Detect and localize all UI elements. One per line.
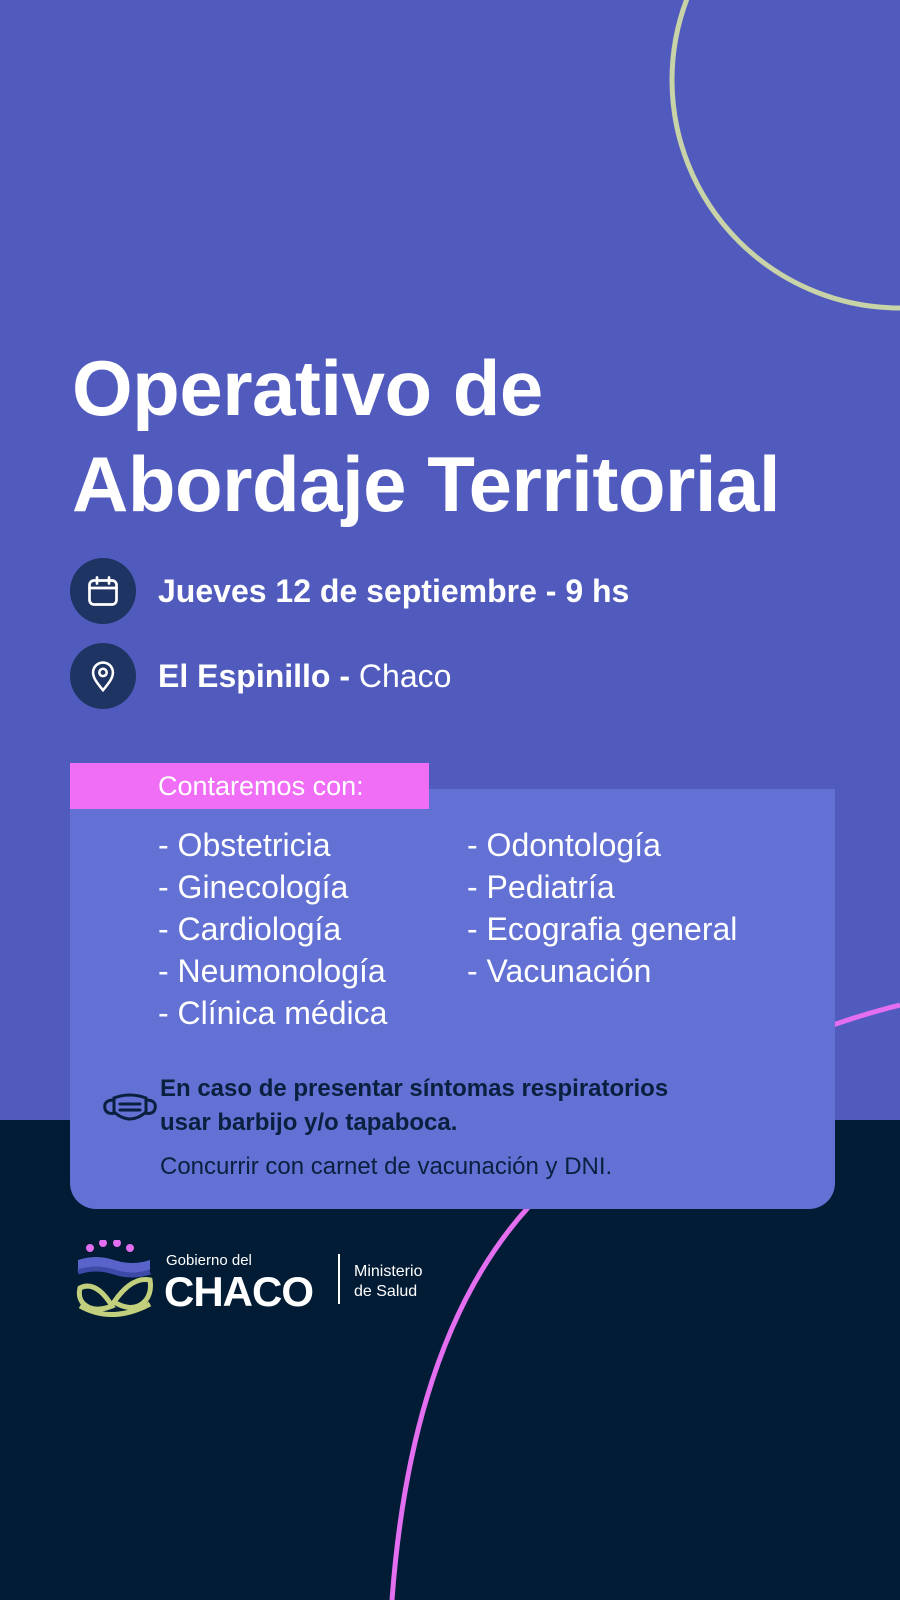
location-province: Chaco: [358, 657, 452, 694]
services-list-right: [467, 824, 737, 992]
service-item: - Neumonología: [158, 953, 386, 989]
chaco-leaf-icon: [76, 1240, 156, 1322]
services-list-left: [158, 824, 387, 1034]
location-separator: -: [330, 657, 359, 694]
event-location: [158, 658, 451, 695]
title-line-2: Abordaje Territorial: [72, 440, 781, 528]
event-date: Jueves 12 de septiembre - 9 hs: [158, 572, 630, 609]
face-mask-icon: [100, 1084, 160, 1134]
service-item: - Ginecología: [158, 869, 349, 905]
ministry-line-1: Ministerio: [354, 1263, 423, 1280]
service-item: - Vacunación: [467, 953, 652, 989]
gobierno-chaco-logo: [76, 1240, 536, 1320]
warning-line-1: En caso de presentar síntomas respiratorios: [160, 1075, 669, 1102]
location-name: El Espinillo: [158, 657, 331, 694]
top-ring: [672, 0, 900, 308]
warning-line-2: usar barbijo y/o tapaboca.: [160, 1109, 458, 1136]
ministry-name: [354, 1262, 422, 1302]
service-item: - Obstetricia: [158, 827, 331, 863]
date-row: [70, 558, 629, 624]
location-pin-icon: [70, 643, 136, 709]
requirements-note: Concurrir con carnet de vacunación y DNI.: [160, 1153, 613, 1180]
logo-divider: [338, 1254, 340, 1304]
title-line-1: Operativo de: [72, 344, 543, 432]
service-item: - Clínica médica: [158, 995, 388, 1031]
page-title: [72, 340, 872, 532]
service-item: - Ecografia general: [467, 911, 738, 947]
service-item: - Odontología: [467, 827, 661, 863]
calendar-icon: [70, 558, 136, 624]
warning-text: [160, 1072, 668, 1140]
logo-big-text: CHACO: [164, 1268, 313, 1315]
respiratory-warning: [100, 1072, 668, 1140]
location-row: [70, 643, 451, 709]
service-item: - Pediatría: [467, 869, 615, 905]
service-item: - Cardiología: [158, 911, 342, 947]
logo-small-text: Gobierno del: [166, 1252, 252, 1269]
services-heading: Contaremos con:: [70, 763, 429, 809]
ministry-line-2: de Salud: [354, 1283, 418, 1300]
